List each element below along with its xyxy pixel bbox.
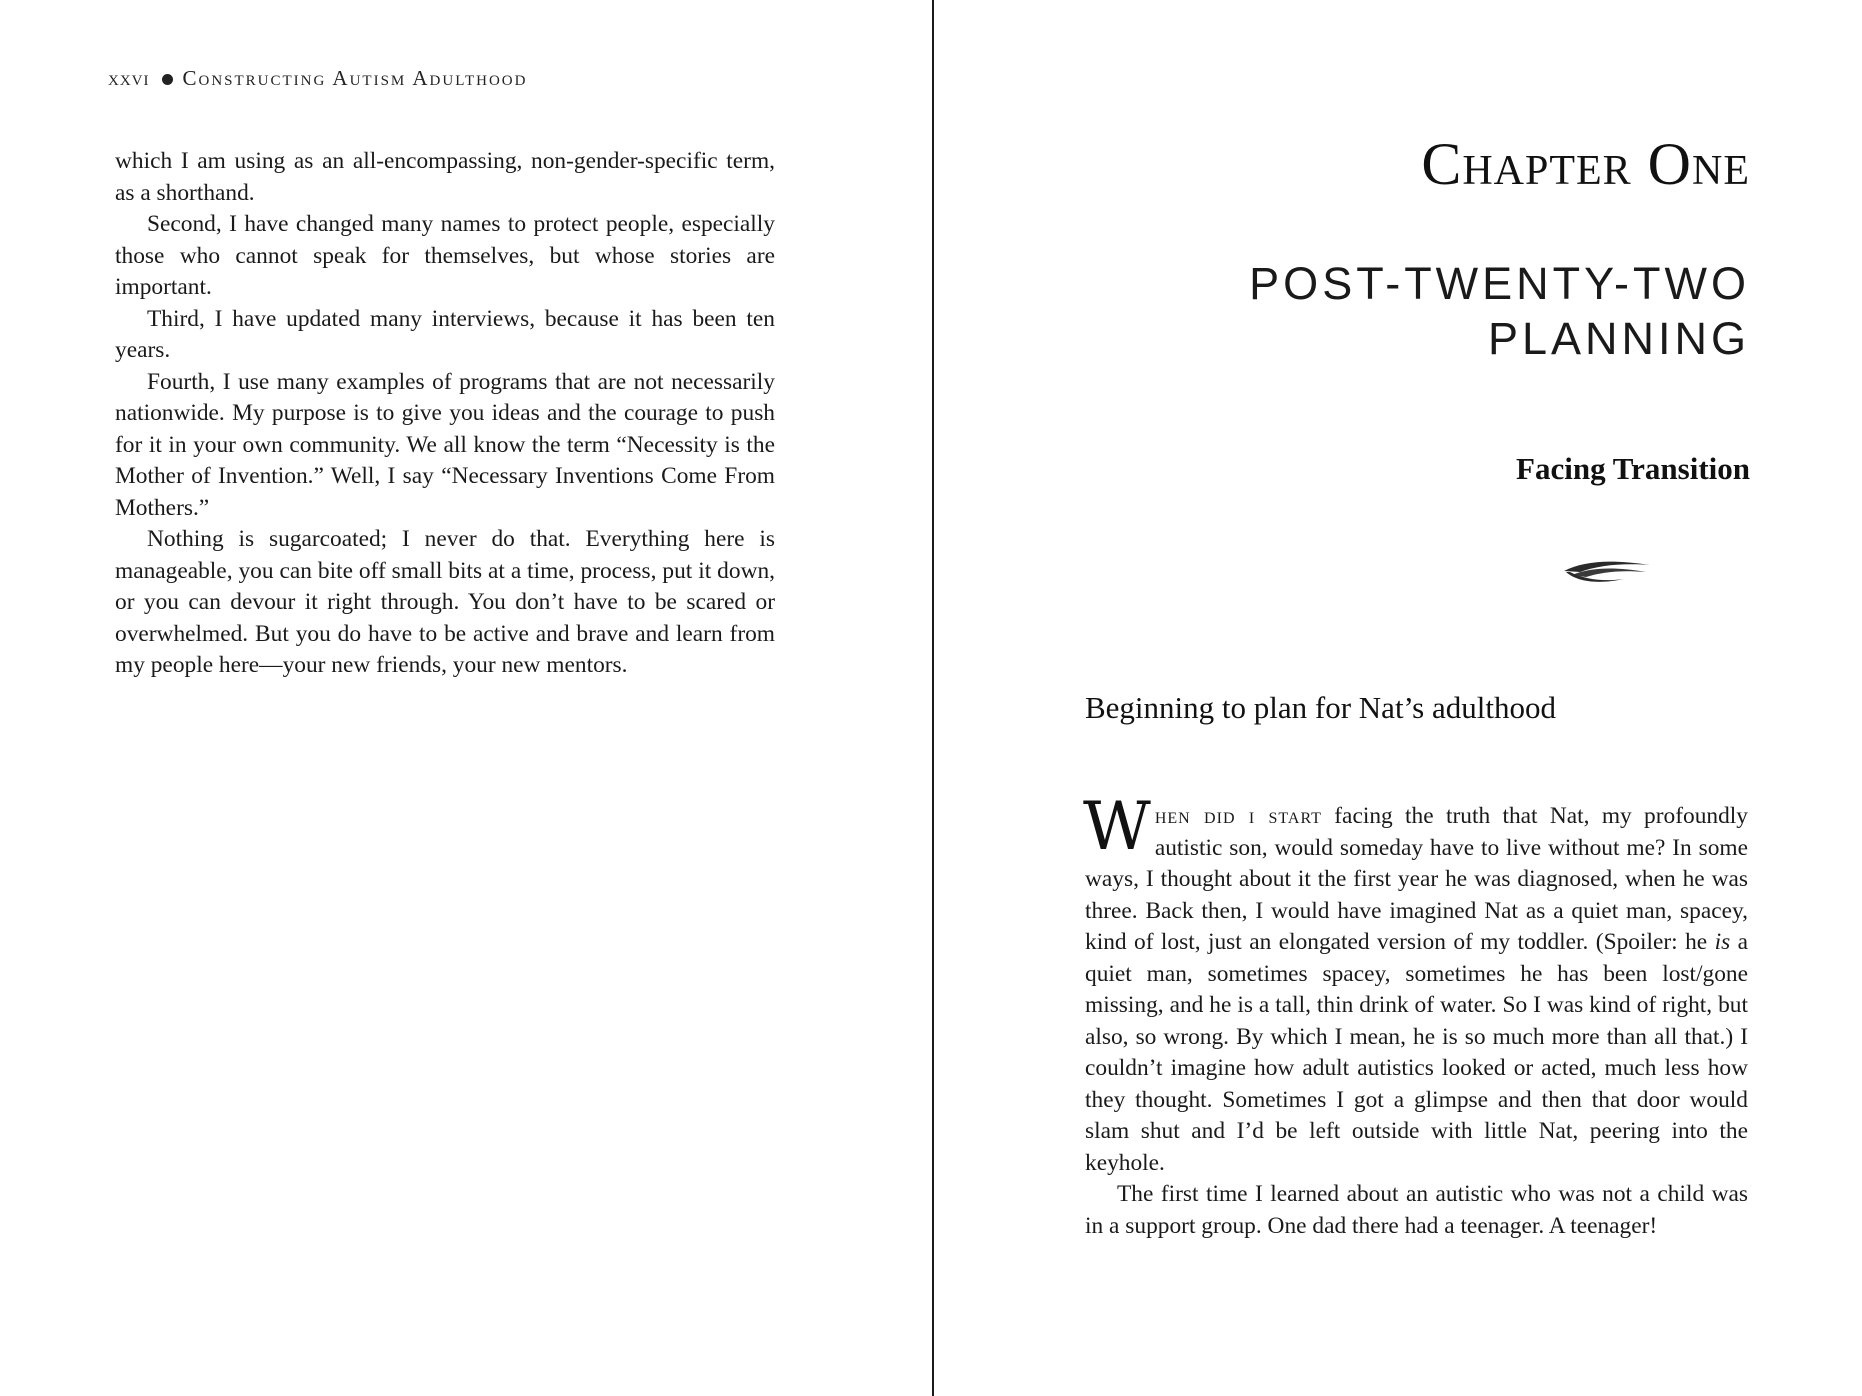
bullet-icon bbox=[162, 74, 173, 85]
paragraph: Third, I have updated many interviews, because it has been ten years. bbox=[115, 305, 775, 363]
emphasis-text: is bbox=[1714, 929, 1731, 955]
paragraph: which I am using as an all-encompassing, non-gender-specific term, as a shorthand. bbox=[115, 148, 775, 206]
opening-small-caps: hen did i start bbox=[1154, 803, 1322, 829]
chapter-title-line: POST-TWENTY-TWO bbox=[1249, 258, 1750, 309]
paragraph: The first time I learned about an autistic who was not a child was in a support group. One dad there had a teenager. A teenager! bbox=[1085, 1181, 1748, 1239]
drop-cap: W bbox=[1083, 788, 1151, 865]
paragraph: Second, I have changed many names to protect people, especially those who cannot speak for themselves, but whose stories are important. bbox=[115, 211, 775, 300]
chapter-title bbox=[1249, 256, 1750, 366]
chapter-label: Chapter One bbox=[1421, 131, 1750, 197]
right-body-text bbox=[1085, 765, 1748, 1242]
opening-paragraph bbox=[1085, 765, 1748, 1179]
paragraph: Fourth, I use many examples of programs that are not necessarily nationwide. My purpose is to give you ideas and the courage to push for it in your own community. We all know the term “Necessity is the Mother of Invention.” Well, I say “Necessary Inventions Come From Mothers.” bbox=[115, 368, 775, 521]
paragraph: Nothing is sugarcoated; I never do that. Everything here is manageable, you can bite off small bits at a time, process, put it down, or you can devour it right through. You don’t have to be scared or overwhelmed. But you do have to be active and brave and learn from my people here—your new friends, your new mentors. bbox=[115, 526, 775, 678]
page-number: xxvi bbox=[108, 66, 150, 90]
section-heading: Facing Transition bbox=[1516, 451, 1750, 486]
section-subheading: Beginning to plan for Nat’s adulthood bbox=[1085, 690, 1556, 725]
chapter-title-line: PLANNING bbox=[1487, 313, 1750, 364]
paragraph-text: a quiet man, sometimes spacey, sometimes he has been lost/gone missing, and he is a tall, thin drink of water. So I was kind of right, but also, so wrong. By which I mean, he is so much more than all that.) I couldn’t imagine how adult autistics looked or acted, much less how they thought. Sometimes I got a glimpse and then that door would slam shut and I’d be left outside with little Nat, peering into the keyhole. bbox=[1085, 929, 1748, 1176]
paragraph-text: facing the truth that Nat, my profoundly autistic son, would someday have to live without me? In some ways, I thought about it the first year he was diagnosed, when he was three. Back then, I would have imagined Nat as a quiet man, spacey, kind of lost, just an elongated version of my toddler. (Spoiler: he bbox=[1085, 803, 1748, 955]
running-header bbox=[108, 66, 527, 91]
left-body-text bbox=[115, 146, 775, 682]
right-page bbox=[934, 0, 1862, 1396]
swash-ornament-icon bbox=[1562, 555, 1652, 587]
running-book-title: Constructing Autism Adulthood bbox=[182, 66, 528, 90]
